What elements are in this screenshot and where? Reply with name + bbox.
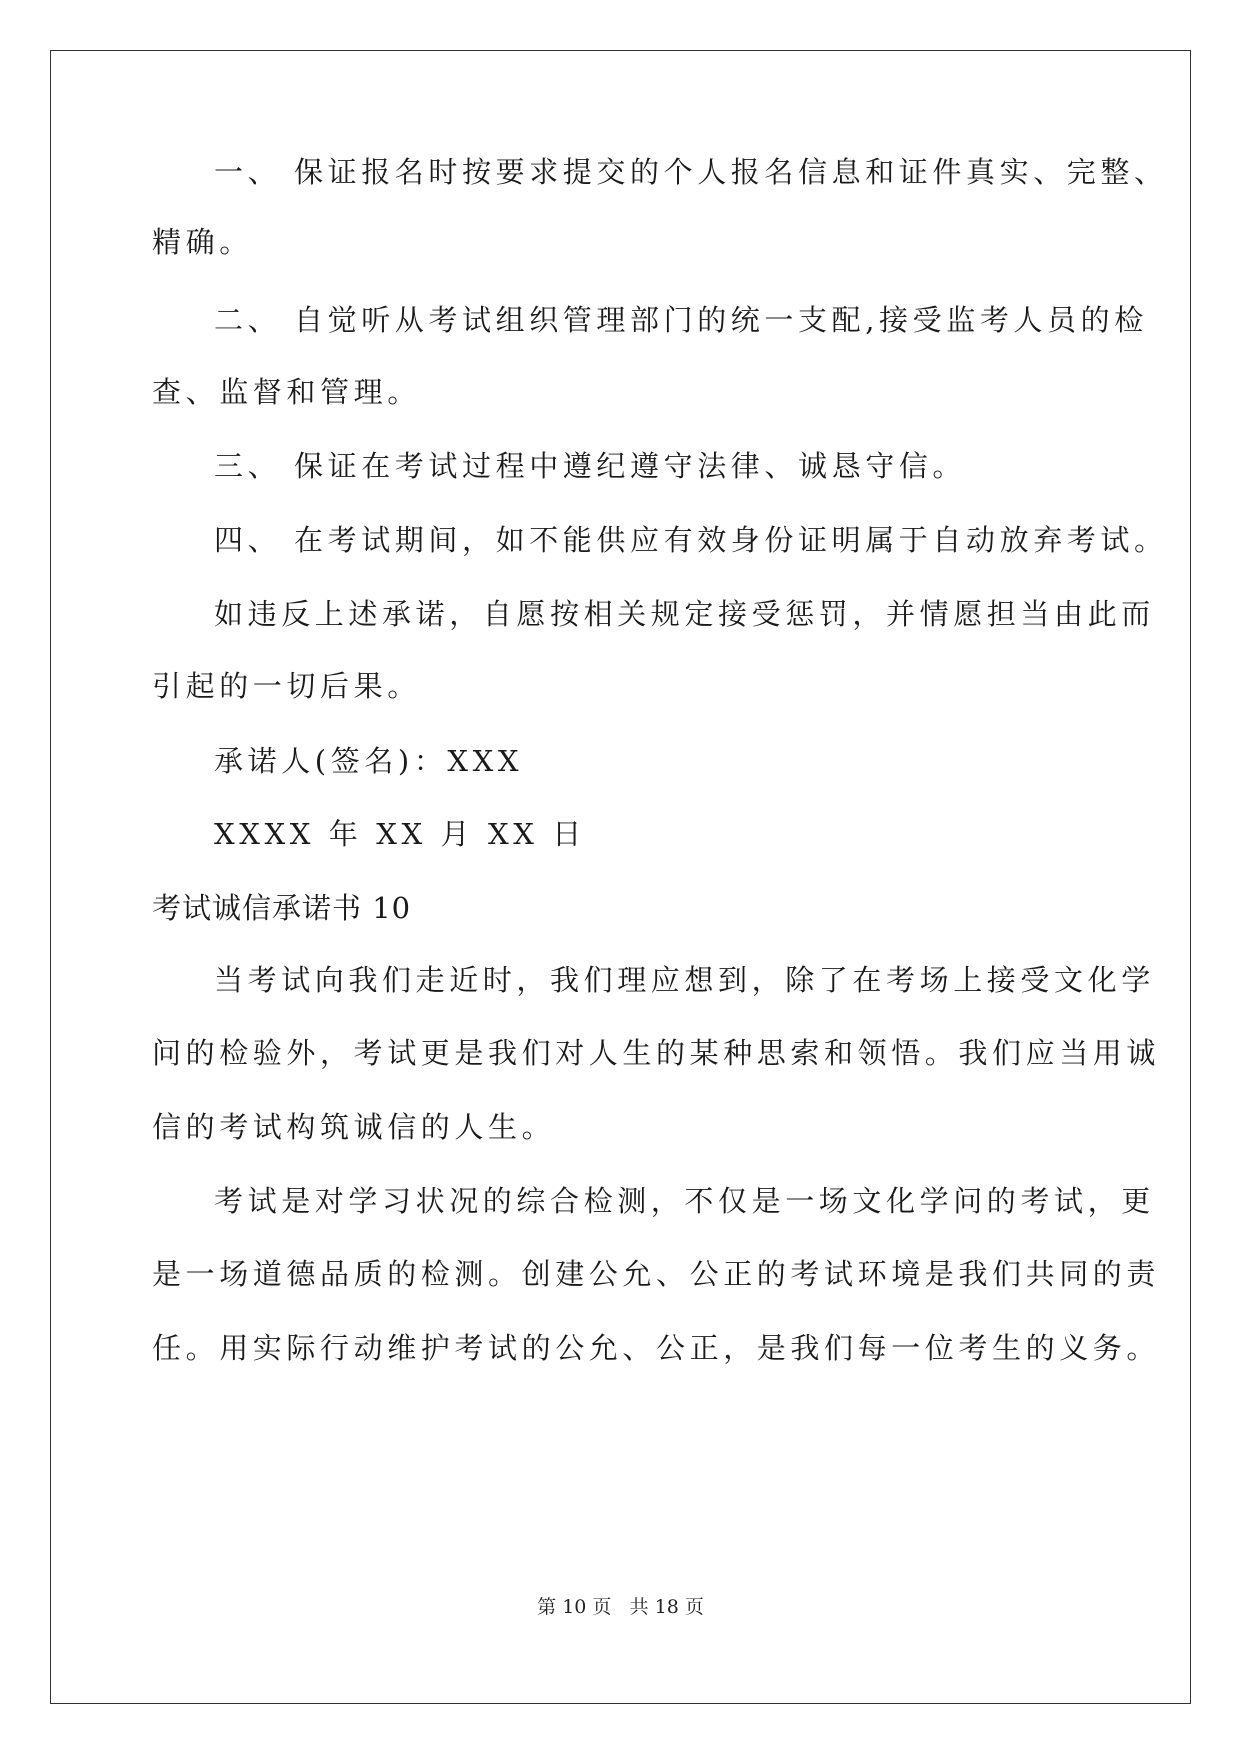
item-1-text: 保证报名时按要求提交的个人报名信息和证件真实、完整、 [294,155,1168,189]
para2-line-2: 是一场道德品质的检测。创建公允、公正的考试环境是我们共同的责 [152,1257,1161,1291]
page-number: 第 10 页 [537,1596,612,1618]
item-1-number: 一、 [214,155,282,189]
para1-line-3: 信的考试构筑诚信的人生。 [152,1110,556,1144]
item-3-text: 保证在考试过程中遵纪遵守法律、诚恳守信。 [294,449,967,483]
date-line: XXXX 年 XX 月 XX 日 [214,817,586,851]
item-2-number: 二、 [214,303,282,337]
item-3-line-1 [214,446,966,486]
para1-line-1: 当考试向我们走近时，我们理应想到，除了在考场上接受文化学 [214,963,1155,997]
page-border [50,50,1191,1704]
footer-spacer [611,1596,629,1618]
item-3-number: 三、 [214,449,282,483]
violation-line-1: 如违反上述承诺，自愿按相关规定接受惩罚，并情愿担当由此而 [214,597,1155,631]
page-footer [0,1595,1241,1619]
para2-line-3: 任。用实际行动维护考试的公允、公正，是我们每一位考生的义务。 [152,1331,1161,1365]
section-title: 考试诚信承诺书 10 [152,891,412,925]
violation-line-2: 引起的一切后果。 [152,669,421,703]
item-4-line-1 [214,520,1168,560]
para2-line-1: 考试是对学习状况的综合检测，不仅是一场文化学问的考试，更 [214,1184,1155,1218]
item-4-text: 在考试期间，如不能供应有效身份证明属于自动放弃考试。 [294,523,1168,557]
para1-line-2: 问的检验外，考试更是我们对人生的某种思索和领悟。我们应当用诚 [152,1036,1161,1070]
item-1-line-2: 精确。 [152,225,253,259]
item-2-line-2: 查、监督和管理。 [152,375,421,409]
item-1-line-1 [214,152,1168,192]
item-2-line-1 [214,300,1148,340]
signer-line: 承诺人(签名)：XXX [214,744,524,778]
item-2-text: 自觉听从考试组织管理部门的统一支配,接受监考人员的检 [294,303,1148,337]
total-pages: 共 18 页 [629,1596,704,1618]
item-4-number: 四、 [214,523,282,557]
